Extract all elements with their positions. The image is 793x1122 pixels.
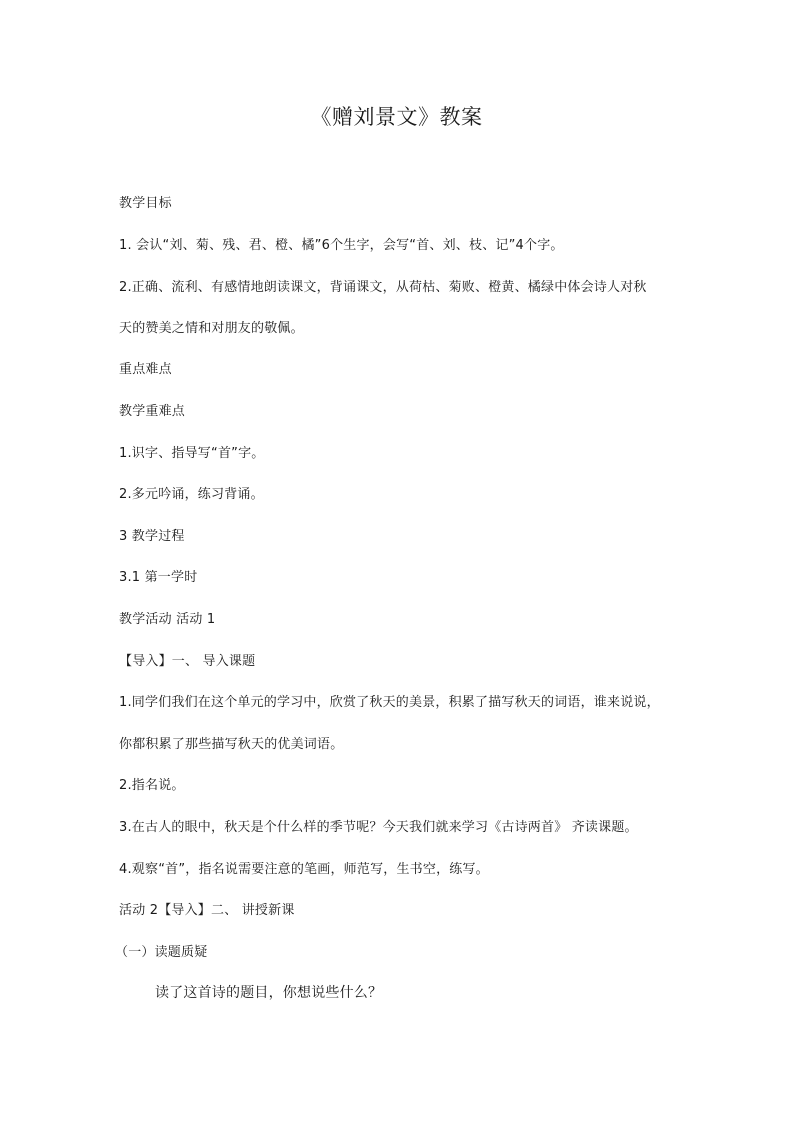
section-heading-process: 3 教学过程 (119, 529, 185, 544)
paragraph-line: 3.在古人的眼中，秋天是个什么样的季节呢？今天我们就来学习《古诗两首》 齐读课题。 (119, 820, 638, 835)
section-heading-intro: 【导入】一、 导入课题 (119, 654, 256, 669)
section-heading-objectives: 教学目标 (119, 196, 172, 211)
paragraph-line: 2.指名说。 (119, 778, 185, 793)
section-heading-activity-1: 教学活动 活动 1 (119, 612, 216, 627)
paragraph-line: 2.正确、流利、有感情地朗读课文，背诵课文，从荷枯、菊败、橙黄、橘绿中体会诗人对秋 (119, 280, 647, 295)
paragraph-line: 1.同学们我们在这个单元的学习中，欣赏了秋天的美景，积累了描写秋天的词语，谁来说说， (119, 695, 660, 710)
section-heading-key-points: 重点难点 (119, 362, 172, 377)
section-heading-difficulties: 教学重难点 (119, 404, 186, 419)
paragraph-line: 1. 会认“刘、菊、残、君、橙、橘”6个生字，会写“首、刘、枝、记”4个字。 (119, 238, 564, 253)
paragraph-line: 4.观察“首”，指名说需要注意的笔画，师范写，生书空，练写。 (119, 862, 489, 877)
paragraph-line: 读了这首诗的题目，你想说些什么？ (155, 985, 383, 1001)
subsection-heading: （一）读题质疑 (115, 945, 208, 960)
section-heading-lesson: 3.1 第一学时 (119, 570, 198, 585)
paragraph-line: 你都积累了那些描写秋天的优美词语。 (119, 737, 344, 752)
document-title: 《赠刘景文》教案 (310, 105, 483, 129)
paragraph-line: 1.识字、指导写“首”字。 (119, 446, 265, 461)
paragraph-line: 天的赞美之情和对朋友的敬佩。 (119, 321, 304, 336)
paragraph-line: 2.多元吟诵，练习背诵。 (119, 487, 264, 502)
section-heading-activity-2: 活动 2【导入】二、 讲授新课 (119, 903, 295, 918)
